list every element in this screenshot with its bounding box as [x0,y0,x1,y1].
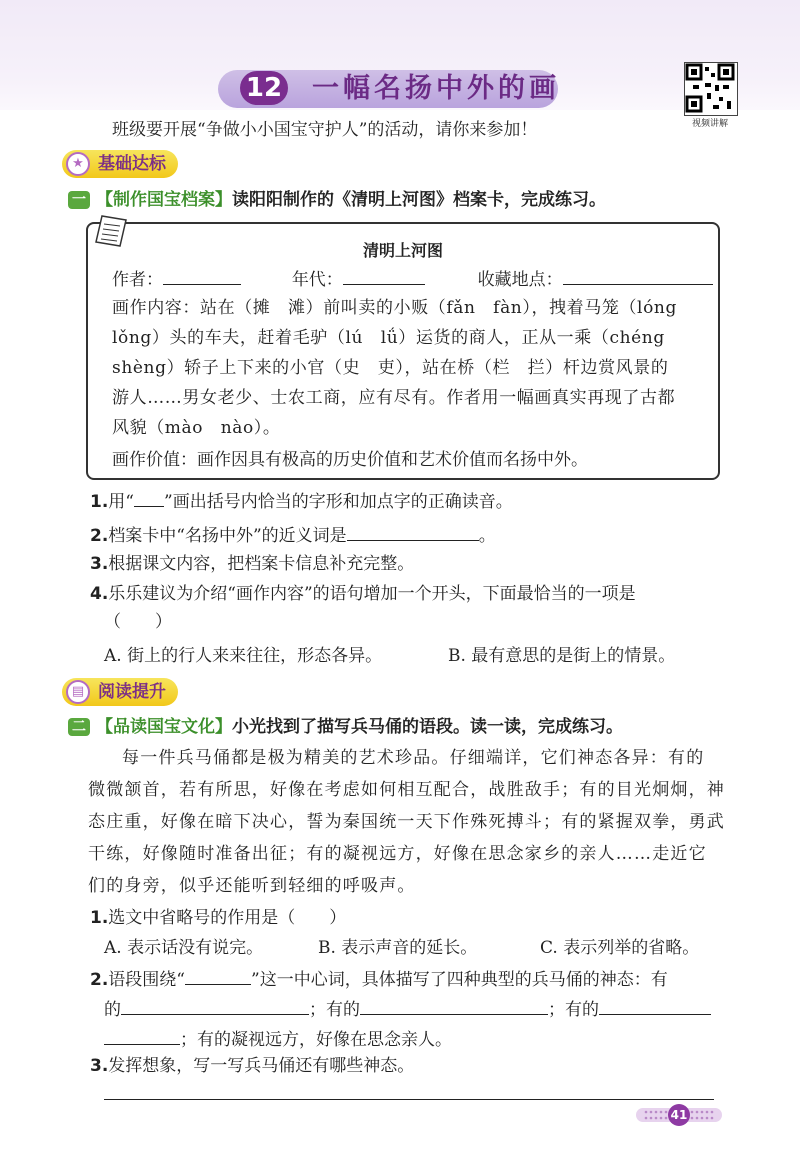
lesson-title: 一幅名扬中外的画 [312,73,560,104]
option-a[interactable]: A. 街上的行人来来往往，形态各异。 [104,646,383,666]
passage-line: 态庄重，好像在暗下决心，誓为秦国统一天下作殊死搏斗；有的紧握双拳，勇武 [88,812,725,832]
question-text: 乐乐建议为介绍“画作内容”的语句增加一个开头，下面最恰当的一项是 [108,584,636,604]
passage-line: 微微颔首，若有所思，好像在考虑如何相互配合，战胜敌手；有的目光炯炯，神 [88,780,725,800]
year-label: 年代： [291,270,343,290]
reading-question-1 [90,906,346,930]
question-text: ”这一中心词，具体描写了四种典型的兵马俑的神态：有 [251,970,668,990]
qr-code-icon[interactable] [684,62,738,116]
reading-question-2-line-2 [104,996,711,1022]
author-blank[interactable] [163,266,241,285]
question-text: 的 [104,1000,121,1020]
card-info-row [112,266,713,292]
card-title: 清明上河图 [362,241,443,260]
author-label: 作者： [112,270,163,290]
answer-bracket[interactable]: （ ） [104,612,172,632]
question-text: 用“ [108,492,134,512]
card-value-line: 画作价值：画作因具有极高的历史价值和艺术价值而名扬中外。 [112,450,588,470]
question-number: 2. [90,970,109,990]
section-badge-label: 阅读提升 [98,682,166,702]
section-badge-label: 基础达标 [98,154,166,174]
card-content-line: 画作内容：站在（摊 滩）前叫卖的小贩（fǎn fàn），拽着马笼（lóng [112,298,677,318]
reading-question-2-line-3 [104,1026,452,1052]
task-two-text: 小光找到了描写兵马俑的语段。读一读，完成练习。 [232,717,623,737]
answer-line[interactable] [104,1098,714,1100]
task-two-tag: 【品读国宝文化】 [96,717,232,737]
question-text: 档案卡中“名扬中外”的近义词是 [108,526,347,546]
question-4 [90,582,636,606]
answer-blank[interactable] [599,996,711,1015]
answer-blank[interactable] [360,996,548,1015]
option-b[interactable]: B. 最有意思的是街上的情景。 [448,646,676,666]
qr-label: 视频讲解 [691,119,728,129]
reading-option-b[interactable]: B. 表示声音的延长。 [318,938,478,958]
page-number: 41 [670,1108,688,1122]
question-2 [90,522,496,548]
question-number: 1. [90,908,109,928]
question-number: 4. [90,584,109,604]
question-text: ；有的凝视远方，好像在思念亲人。 [180,1030,452,1050]
intro-text: 班级要开展“争做小小国宝守护人”的活动，请你来参加！ [112,120,538,140]
task-one-tag-icon: 一 [68,191,90,209]
lesson-number: 12 [240,71,288,105]
task-one-text: 读阳阳制作的《清明上河图》档案卡，完成练习。 [232,190,606,210]
question-1 [90,490,513,514]
card-content-line: 风貌（mào nào）。 [112,418,281,438]
section-badge-basic [62,150,178,178]
section-badge-reading [62,678,178,706]
question-3 [90,552,414,576]
question-text: 语段围绕“ [108,970,185,990]
question-text: 发挥想象，写一写兵马俑还有哪些神态。 [108,1056,415,1076]
passage-line: 每一件兵马俑都是极为精美的艺术珍品。仔细端详，它们神态各异：有的 [122,748,705,768]
answer-blank[interactable] [347,522,479,541]
question-number: 3. [90,1056,109,1076]
question-text: 根据课文内容，把档案卡信息补充完整。 [108,554,415,574]
year-blank[interactable] [343,266,425,285]
card-content-line: lǒng）头的车夫，赶着毛驴（lú lǘ）运货的商人，正从一乘（chéng [112,328,665,348]
task-one-heading [96,188,606,212]
passage-line: 干练，好像随时准备出征；有的凝视远方，好像在思念家乡的亲人……走近它 [88,844,707,864]
underline-sample [134,494,164,507]
reading-question-2 [90,966,668,992]
medal-icon: ★ [66,152,90,176]
reading-option-c[interactable]: C. 表示列举的省略。 [540,938,700,958]
location-blank[interactable] [563,266,713,285]
question-text: ”画出括号内恰当的字形和加点字的正确读音。 [164,492,513,512]
answer-blank[interactable] [121,996,309,1015]
reading-question-3 [90,1054,414,1078]
card-content-line: shèng）轿子上下来的小官（史 吏），站在桥（栏 拦）杆边赏风景的 [112,358,669,378]
task-two-tag-icon: 二 [68,718,90,736]
question-number: 3. [90,554,109,574]
question-text: ；有的 [309,1000,360,1020]
question-text: 。 [478,526,496,546]
book-icon: ▤ [66,680,90,704]
card-content-line: 游人……男女老少、士农工商，应有尽有。作者用一幅画真实再现了古都 [112,388,676,408]
location-label: 收藏地点： [477,270,563,290]
task-one-tag: 【制作国宝档案】 [96,190,232,210]
question-number: 1. [90,492,109,512]
reading-option-a[interactable]: A. 表示话没有说完。 [104,938,264,958]
answer-blank[interactable] [104,1026,180,1045]
question-text: 选文中省略号的作用是（ ） [108,908,347,928]
passage-line: 们的身旁，似乎还能听到轻细的呼吸声。 [88,876,416,896]
answer-blank[interactable] [185,966,251,985]
question-number: 2. [90,526,109,546]
task-two-heading [96,715,623,739]
question-text: ；有的 [548,1000,599,1020]
